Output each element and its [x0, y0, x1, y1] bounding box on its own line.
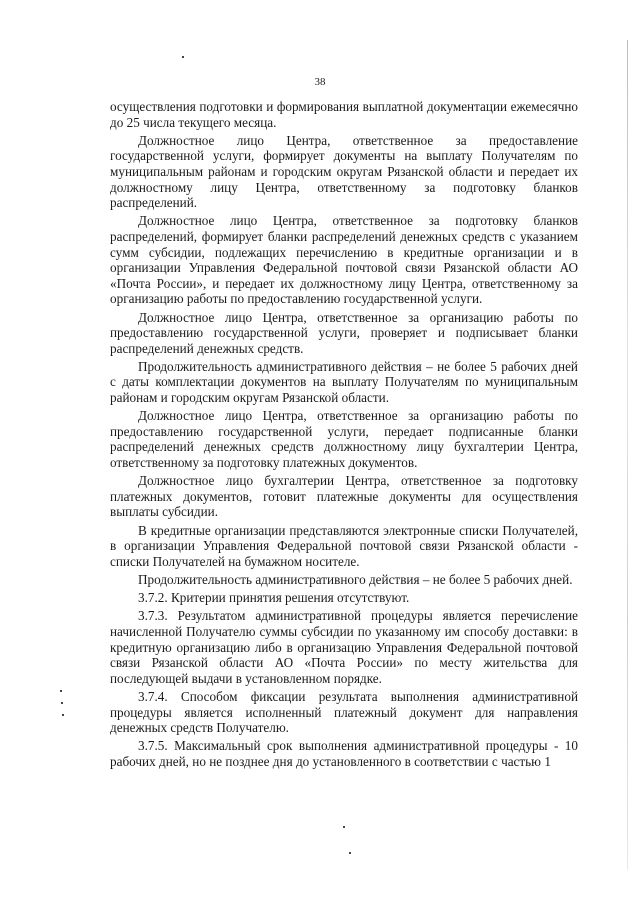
scan-dot — [343, 826, 345, 828]
paragraph: 3.7.4. Способом фиксации результата выполнения административной процедуры является исполненный платежный документ для направления денежных средств Получателю. — [110, 688, 578, 736]
paragraph: Должностное лицо Центра, ответственное за подготовку бланков распределений, формирует бланки распределений денежных средств с указанием сумм субсидии, подлежащих перечислению в кредитные организации и в организации Управления Федеральной почтовой связи Рязанской области АО «Почта России», и передает их должностному лицу Центра, ответственному за организацию работы по предоставлению государственной услуги. — [110, 213, 578, 307]
document-body — [110, 99, 578, 772]
paragraph: Должностное лицо Центра, ответственное за организацию работы по предоставлению государственной услуги, проверяет и подписывает бланки распределений денежных средств. — [110, 309, 578, 356]
scan-dot — [61, 702, 63, 704]
scan-edge-line — [627, 40, 628, 870]
paragraph: Продолжительность административного действия – не более 5 рабочих дней с даты комплектации документов на выплату Получателям по муниципальным районам и городским округам Рязанской области. — [110, 358, 578, 406]
paragraph: 3.7.2. Критерии принятия решения отсутствуют. — [138, 590, 410, 606]
page-number: 38 — [314, 76, 326, 88]
paragraph: осуществления подготовки и формирования выплатной документации ежемесячно до 25 числа текущего месяца. — [110, 99, 578, 130]
paragraph: Должностное лицо бухгалтерии Центра, ответственное за подготовку платежных документов, готовит платежные документы для осуществления выплаты субсидии. — [110, 473, 578, 520]
scan-dot — [62, 714, 64, 716]
scan-dot — [60, 690, 62, 692]
paragraph: Должностное лицо Центра, ответственное за предоставление государственной услуги, формирует документы на выплату Получателям по муниципальным районам и городским округам Рязанской области и передает их должностному лицу Центра, ответственному за подготовку бланков распределений. — [110, 132, 578, 211]
paragraph: 3.7.5. Максимальный срок выполнения административной процедуры - 10 рабочих дней, но не позднее дня до установленного в соответствии с частью 1 — [110, 738, 578, 769]
scan-dot — [182, 56, 184, 58]
paragraph: В кредитные организации представляются электронные списки Получателей, в организации Управления Федеральной почтовой связи Рязанской области - списки Получателей на бумажном носителе. — [110, 522, 578, 569]
paragraph: Должностное лицо Центра, ответственное за организацию работы по предоставлению государственной услуги, передает подписанные бланки распределений денежных средств должностному лицу бухгалтерии Центра, ответственному за подготовку платежных документов. — [110, 408, 578, 471]
paragraph: 3.7.3. Результатом административной процедуры является перечисление начисленной Получателю суммы субсидии по указанному им способу доставки: в кредитную организацию либо в организацию Управления Федеральной почтовой связи Рязанской области АО «Почта России» по месту жительства для последующей выдачи в установленном порядке. — [110, 608, 578, 686]
scan-dot — [349, 852, 351, 854]
paragraph: Продолжительность административного действия – не более 5 рабочих дней. — [138, 571, 573, 587]
